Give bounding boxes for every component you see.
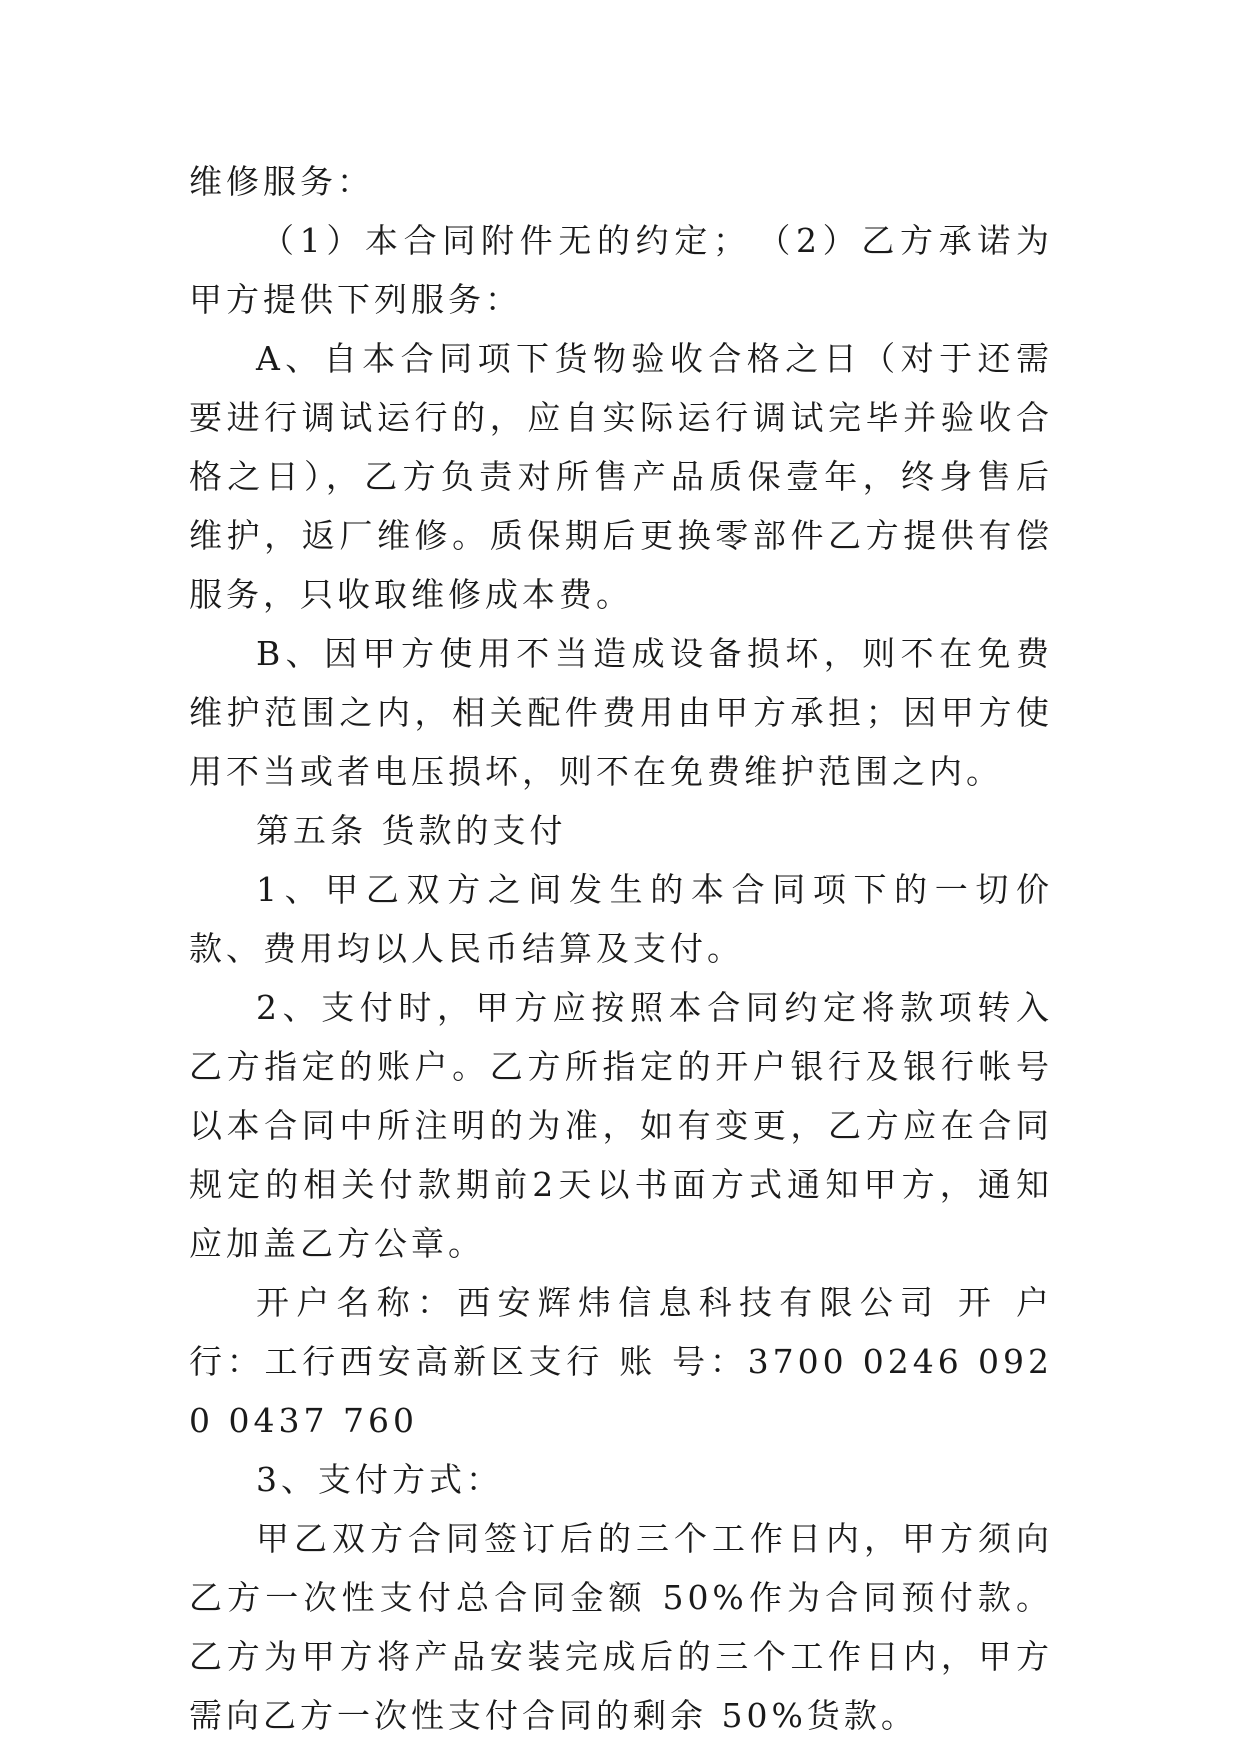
paragraph-payment-3-heading: 3、支付方式： [256,1460,503,1499]
paragraph-service-items: （1）本合同附件无的约定； （2）乙方承诺为甲方提供下列服务： [189,221,1053,319]
paragraph-clause-b: B、因甲方使用不当造成设备损坏，则不在免费维护范围之内，相关配件费用由甲方承担；因甲方使用不当或者电压损坏，则不在免费维护范围之内。 [189,634,1053,791]
document-body [189,152,1053,1745]
paragraph-payment-1: 1、甲乙双方之间发生的本合同项下的一切价款、费用均以人民币结算及支付。 [189,870,1053,968]
section-heading-article-5: 第五条 货款的支付 [256,811,567,850]
paragraph-payment-method: 甲乙双方合同签订后的三个工作日内，甲方须向乙方一次性支付总合同金额 50%作为合同预付款。乙方为甲方将产品安装完成后的三个工作日内，甲方需向乙方一次性支付合同的剩余 50%货款。 [189,1519,1053,1735]
paragraph-clause-a: A、自本合同项下货物验收合格之日（对于还需要进行调试运行的，应自实际运行调试完毕并验收合格之日），乙方负责对所售产品质保壹年，终身售后维护，返厂维修。质保期后更换零部件乙方提供有偿服务，只收取维修成本费。 [189,339,1053,614]
paragraph-maintenance-service: 维修服务： [189,162,374,201]
paragraph-bank-account: 开户名称：西安辉炜信息科技有限公司 开 户 行：工行西安高新区支行 账 号：3700 0246 0920 0437 760 [189,1283,1053,1440]
paragraph-payment-2: 2、支付时，甲方应按照本合同约定将款项转入乙方指定的账户。乙方所指定的开户银行及银行帐号以本合同中所注明的为准，如有变更，乙方应在合同规定的相关付款期前2天以书面方式通知甲方，通知应加盖乙方公章。 [189,988,1053,1263]
